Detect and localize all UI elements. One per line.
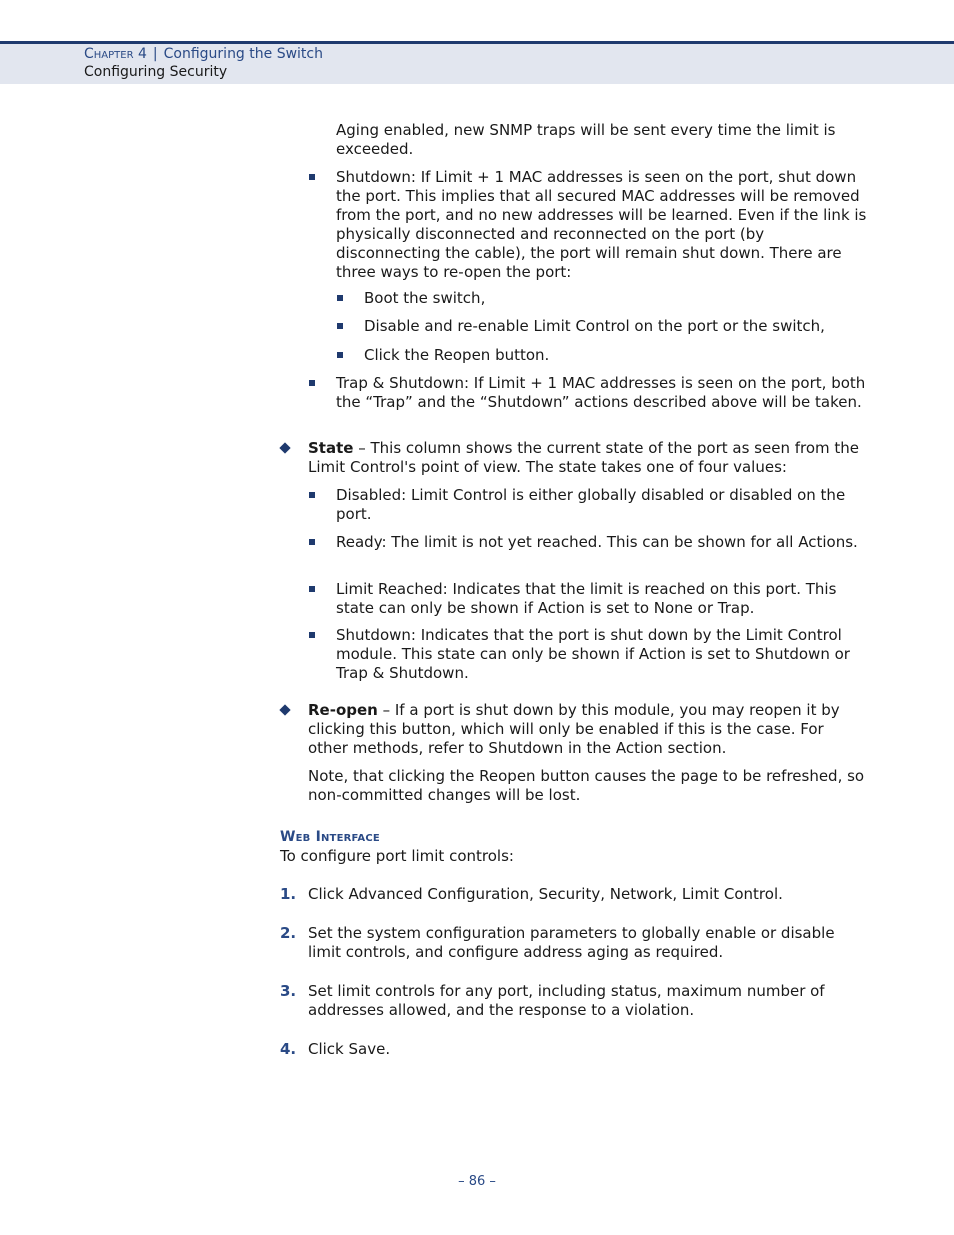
- step-number: 4.: [280, 1040, 297, 1058]
- header-separator: |: [152, 46, 158, 62]
- square-bullet-icon: [337, 295, 343, 301]
- chapter-title: Configuring the Switch: [163, 46, 323, 62]
- shutdown-item: Shutdown: If Limit + 1 MAC addresses is seen on the port, shut down the port. This implies that all secured MAC addresses will be removed from the port, and no new addresses will be learned. Even if the link is physically disconnected and reconnected on the port (by disconnecting the cable), the port will remain shut down. There are three ways to re-open the port:: [336, 168, 867, 281]
- square-bullet-icon: [337, 352, 343, 358]
- page-number: – 86 –: [458, 1174, 496, 1189]
- state-value-item: Limit Reached: Indicates that the limit is reached on this port. This state can only be shown if Action is set to None or Trap.: [336, 580, 837, 617]
- state-value-item: Disabled: Limit Control is either globally disabled or disabled on the port.: [336, 486, 846, 523]
- state-value-item: Ready: The limit is not yet reached. This can be shown for all Actions.: [336, 533, 858, 551]
- square-bullet-icon: [309, 380, 315, 386]
- square-bullet-icon: [309, 492, 315, 498]
- step-text: Click Save.: [308, 1040, 391, 1058]
- web-interface-intro: To configure port limit controls:: [280, 847, 514, 865]
- step-number: 2.: [280, 924, 297, 942]
- step-text: Click Advanced Configuration, Security, Network, Limit Control.: [308, 885, 783, 903]
- state-term: State: [308, 439, 354, 457]
- reopen-item: [308, 701, 868, 758]
- step-text: Set limit controls for any port, including status, maximum number of addresses allowed, and the response to a violation.: [308, 982, 825, 1019]
- reopen-description: – If a port is shut down by this module, you may reopen it by clicking this button, which will only be enabled if this is the case. For other methods, refer to Shutdown in the Action section.: [308, 701, 840, 757]
- trap-shutdown-item: Trap & Shutdown: If Limit + 1 MAC addresses is seen on the port, both the “Trap” and the “Shutdown” actions described above will be taken.: [336, 374, 866, 411]
- diamond-bullet-icon: [279, 704, 290, 715]
- reopen-way-item: Disable and re-enable Limit Control on the port or the switch,: [364, 317, 825, 335]
- running-header: [84, 45, 323, 63]
- reopen-note: Note, that clicking the Reopen button causes the page to be refreshed, so non-committed changes will be lost.: [308, 767, 865, 804]
- state-value-item: Shutdown: Indicates that the port is shut down by the Limit Control module. This state can only be shown if Action is set to Shutdown or Trap & Shutdown.: [336, 626, 850, 682]
- square-bullet-icon: [309, 539, 315, 545]
- square-bullet-icon: [309, 632, 315, 638]
- reopen-way-item: Boot the switch,: [364, 289, 486, 307]
- step-number: 3.: [280, 982, 297, 1000]
- step-text: Set the system configuration parameters to globally enable or disable limit controls, and configure address aging as required.: [308, 924, 835, 961]
- state-item: [308, 439, 868, 477]
- square-bullet-icon: [309, 174, 315, 180]
- web-interface-heading: Web Interface: [280, 829, 380, 845]
- reopen-term: Re-open: [308, 701, 378, 719]
- diamond-bullet-icon: [279, 442, 290, 453]
- step-number: 1.: [280, 885, 297, 903]
- square-bullet-icon: [309, 586, 315, 592]
- chapter-label: Chapter 4: [84, 46, 147, 62]
- section-title: Configuring Security: [84, 64, 228, 80]
- square-bullet-icon: [337, 323, 343, 329]
- state-description: – This column shows the current state of the port as seen from the Limit Control's point of view. The state takes one of four values:: [308, 439, 860, 476]
- reopen-way-item: Click the Reopen button.: [364, 346, 550, 364]
- continuation-text: Aging enabled, new SNMP traps will be sent every time the limit is exceeded.: [336, 121, 836, 158]
